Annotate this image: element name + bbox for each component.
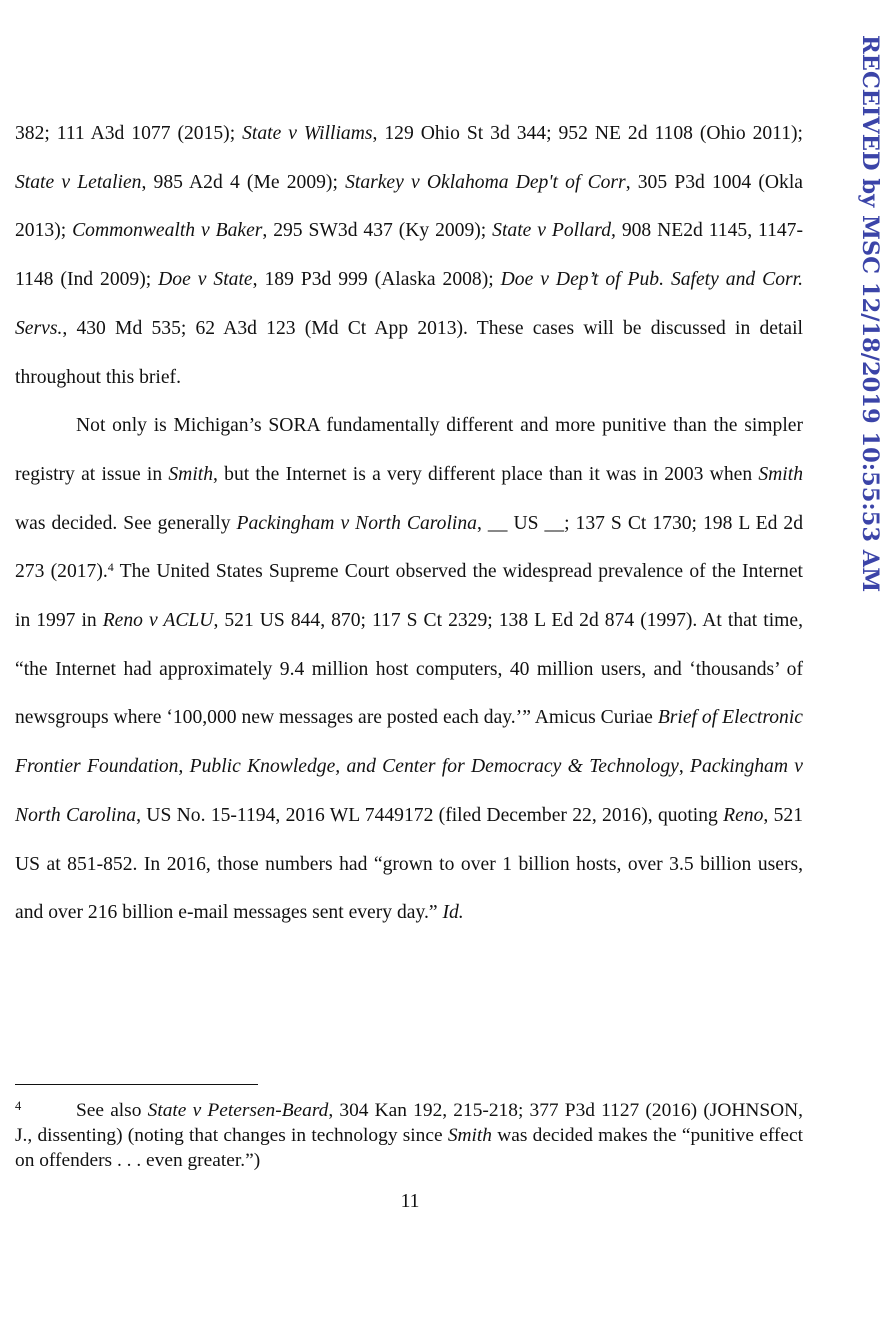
case-name: Reno (723, 804, 764, 826)
text-run: 382; 111 A3d 1077 (2015); (15, 123, 243, 144)
received-stamp: RECEIVED by MSC 12/18/2019 10:55:53 AM (857, 35, 883, 593)
text-run: , 189 P3d 999 (Alaska 2008); (252, 269, 501, 291)
text-run: , 305 P3d 1004 (Okla 2013); (15, 171, 803, 242)
case-name: Smith (447, 1125, 492, 1146)
brief-title: Brief of Electronic Frontier Foundation, Public Knowledge, and Center for Democracy & Technology (15, 707, 803, 778)
paragraph-internet (15, 402, 803, 938)
case-name: Starkey v Oklahoma Dep't of Corr (345, 171, 626, 193)
text-run: , 985 A2d 4 (Me 2009); (141, 171, 346, 193)
case-name: Commonwealth v Baker (72, 220, 263, 242)
page-number: 11 (400, 1191, 420, 1212)
case-name: Packingham v North Carolina (236, 512, 477, 534)
case-name: Smith (168, 463, 214, 485)
text-run: , but the Internet is a very different place than it was in 2003 when (213, 463, 759, 485)
text-run: , 295 SW3d 437 (Ky 2009); (262, 220, 493, 242)
footnote-reference: 4 (107, 560, 114, 575)
text-run: was decided makes the “punitive effect on offenders . . . even greater.”) (15, 1125, 803, 1171)
text-run: , 430 Md 535; 62 A3d 123 (Md Ct App 2013). These cases will be discussed in detail throughout this brief. (15, 317, 803, 388)
text-run: , US No. 15-1194, 2016 WL 7449172 (filed December 22, 2016), quoting (136, 804, 724, 826)
footnote-divider (15, 1084, 258, 1085)
text-run: , __ US __; 137 S Ct 1730; 198 L Ed 2d 273 (2017). (15, 512, 803, 583)
text-run: was decided. See generally (15, 512, 237, 534)
case-name: State v Letalien (15, 171, 142, 193)
paragraph-citations (15, 110, 803, 402)
text-run: 908 NE2d 1145, 1147-1148 (Ind 2009); (15, 220, 803, 291)
text-run: , 129 Ohio St 3d 344; 952 NE 2d 1108 (Ohio 2011); (372, 123, 804, 144)
case-name: Reno v ACLU (102, 610, 214, 632)
text-run: , 521 US 844, 870; 117 S Ct 2329; 138 L Ed 2d 874 (1997). At that time, “the Internet had approximately 9.4 million host computers, 40 million users, and ‘thousands’ of newsgroups where ‘100,000 new messages are posted each day.’” Amicus Curiae (15, 610, 803, 729)
text-run: , 304 Kan 192, 215-218; 377 P3d 1127 (2016) (JOHNSON, J., dissenting) (noting that changes in technology since (15, 1100, 803, 1146)
text-run: See also (76, 1100, 148, 1121)
case-name: State v Williams (242, 123, 373, 144)
case-name: Packingham v North Carolina (15, 756, 804, 826)
brief-body (15, 110, 803, 938)
text-run: Not only is Michigan’s SORA fundamentally different and more punitive than the simpler registry at issue in (15, 415, 803, 485)
case-name: State v Petersen-Beard (147, 1100, 329, 1121)
text-run: , 521 US at 851-852. In 2016, those numbers had “grown to over 1 billion hosts, over 3.5 billion users, and over 216 billion e-mail messages sent every day.” (15, 804, 804, 924)
text-run: The United States Supreme Court observed the widespread prevalence of the Internet in 1997 in (15, 561, 803, 632)
case-name: Smith (758, 463, 803, 485)
case-name: Doe v State (158, 269, 253, 291)
text-run: , (678, 756, 691, 778)
footnote-4: 4 See also State v Petersen-Beard, 304 Kan 192, 215-218; 377 P3d 1127 (2016) (JOHNSON, J., dissenting) (noting that changes in technology since Smith was decided makes the “punitive effect on offenders . . . even greater.”) (15, 1099, 803, 1171)
case-name: Id. (442, 902, 464, 924)
case-name: State v Pollard, (492, 220, 616, 242)
case-name: Doe v Dep’t of Pub. Safety and Corr. Servs. (15, 269, 803, 339)
